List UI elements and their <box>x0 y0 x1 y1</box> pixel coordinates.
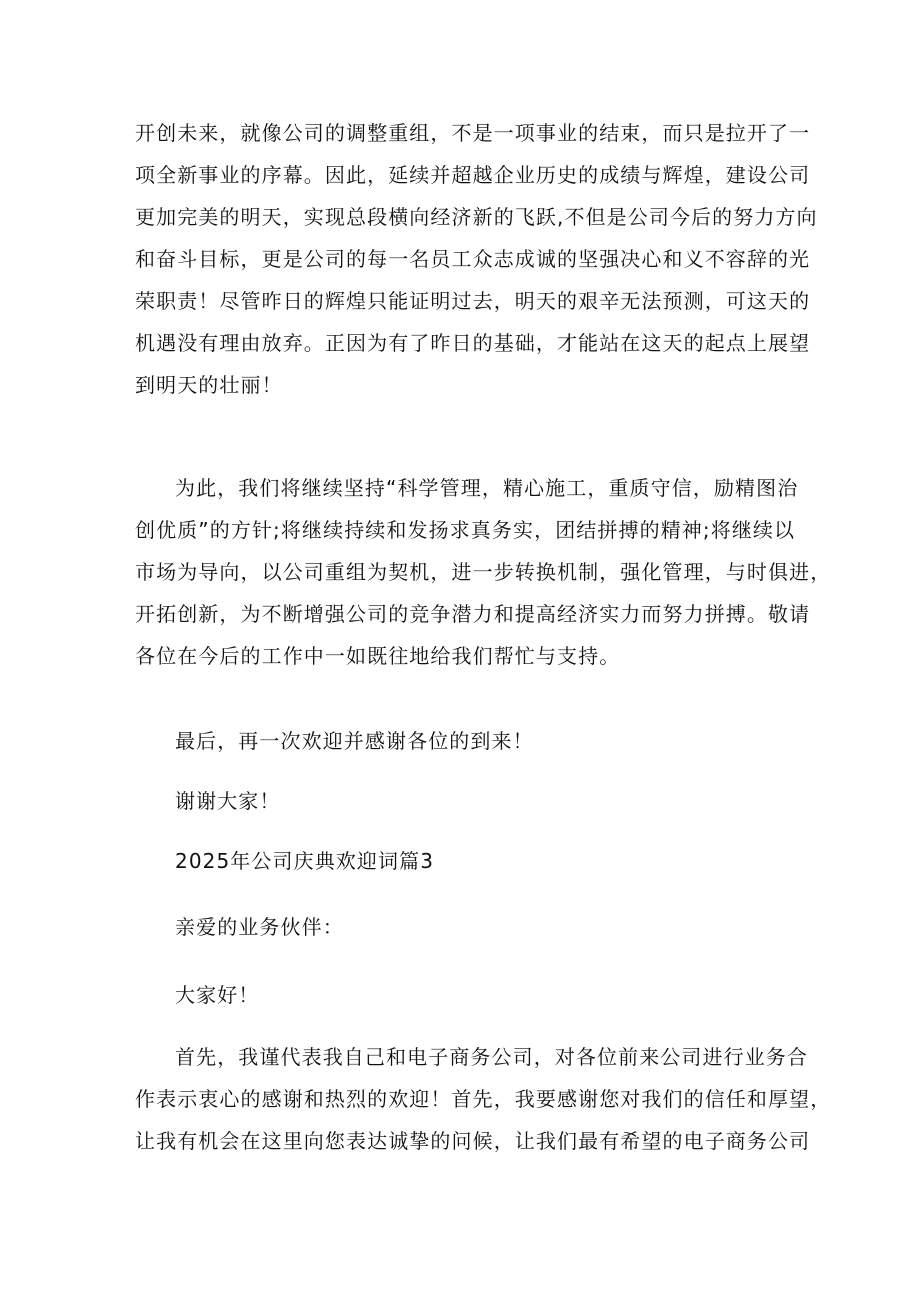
salutation <box>175 906 785 948</box>
paragraph-line: 首先，我谨代表我自己和电子商务公司，对各位前来公司进行业务合 <box>175 1045 808 1069</box>
salutation-text: 亲爱的业务伙伴： <box>175 915 344 939</box>
paragraph-line: 让我有机会在这里向您表达诚挚的问候，让我们最有希望的电子商务公司 <box>135 1129 811 1153</box>
paragraph-line: 各位在今后的工作中一如既往地给我们帮忙与支持。 <box>135 644 621 668</box>
paragraph-line: 和奋斗目标，更是公司的每一名员工众志成诚的坚强决心和义不容辞的光 <box>135 247 811 271</box>
paragraph-line: 作表示衷心的感谢和热烈的欢迎！首先，我要感谢您对我们的信任和厚望， <box>135 1087 832 1111</box>
greeting-text: 大家好！ <box>175 983 260 1007</box>
paragraph-line: 开创未来，就像公司的调整重组，不是一项事业的结束，而只是拉开了一 <box>135 121 811 145</box>
greeting <box>175 974 785 1016</box>
paragraph-welcome <box>135 1036 832 1162</box>
paragraph-line: 项全新事业的序幕。因此，延续并超越企业历史的成绩与辉煌，建设公司 <box>135 163 811 187</box>
section-title <box>175 840 785 882</box>
paragraph-line: 到明天的壮丽！ <box>135 373 283 397</box>
thanks-text: 谢谢大家！ <box>175 789 281 813</box>
paragraph-line: 为此，我们将继续坚持“科学管理，精心施工，重质守信，励精图治 <box>175 476 799 500</box>
section-title-text: 2025年公司庆典欢迎词篇3 <box>175 849 435 873</box>
paragraph-line: 更加完美的明天，实现总段横向经济新的飞跃,不但是公司今后的努力方向 <box>135 205 818 229</box>
paragraph-line: 创优质”的方针;将继续持续和发扬求真务实，团结拼搏的精神;将继续以 <box>135 518 796 542</box>
closing-line <box>175 720 785 762</box>
thanks-line <box>175 780 785 822</box>
paragraph-continuation <box>135 112 818 406</box>
closing-text: 最后，再一次欢迎并感谢各位的到来！ <box>175 729 534 753</box>
paragraph-line: 荣职责！尽管昨日的辉煌只能证明过去，明天的艰辛无法预测，可这天的 <box>135 289 811 313</box>
paragraph-line: 机遇没有理由放弃。正因为有了昨日的基础，才能站在这天的起点上展望 <box>135 331 811 355</box>
paragraph-commitment <box>135 467 832 677</box>
paragraph-line: 开拓创新，为不断增强公司的竞争潜力和提高经济实力而努力拼搏。敬请 <box>135 602 811 626</box>
paragraph-line: 市场为导向，以公司重组为契机，进一步转换机制，强化管理，与时俱进， <box>135 560 832 584</box>
